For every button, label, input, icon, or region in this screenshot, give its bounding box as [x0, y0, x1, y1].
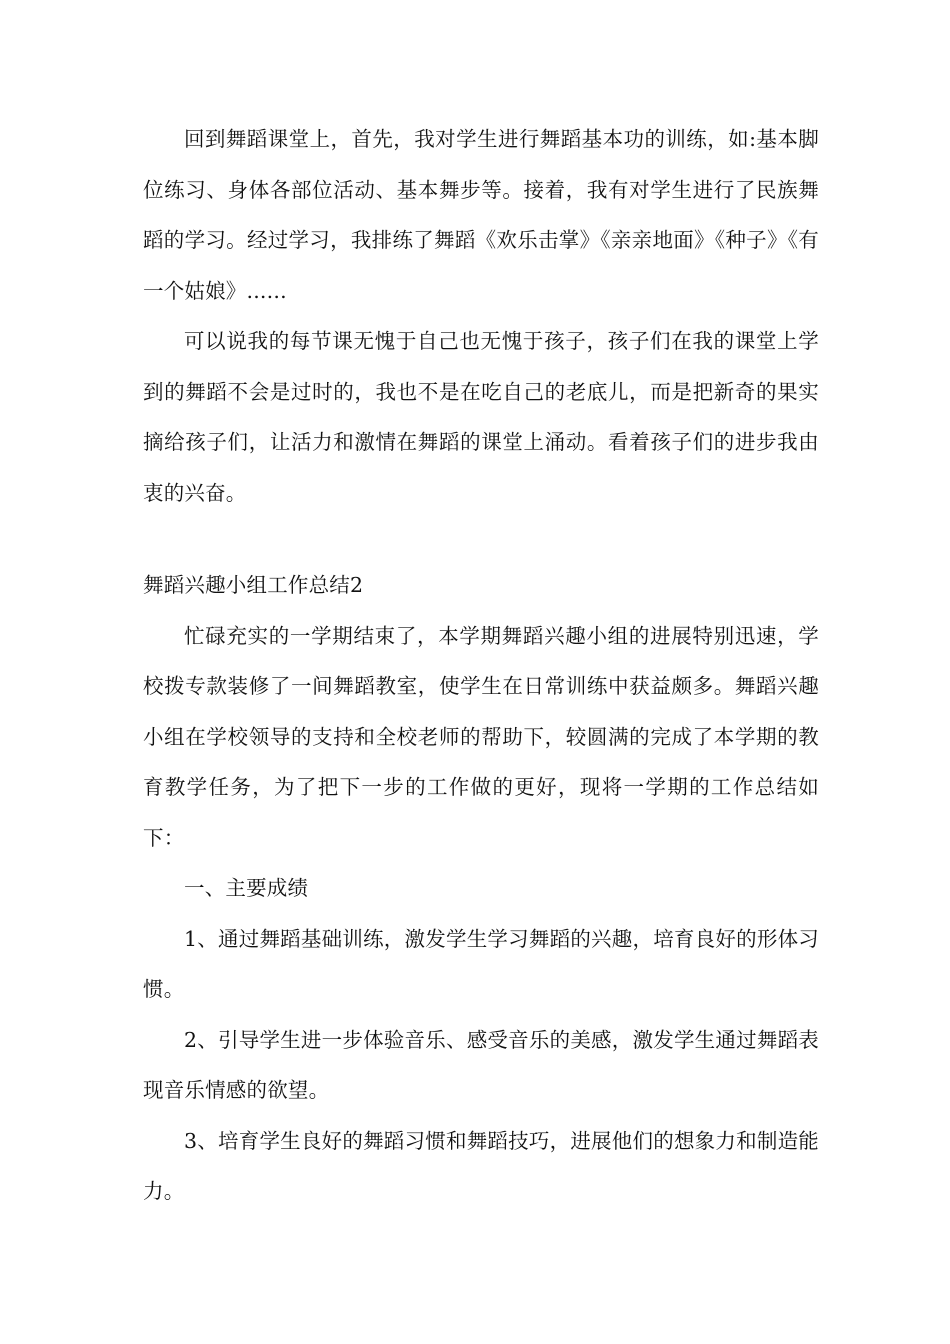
document-page [143, 114, 819, 1217]
section-title: 舞蹈兴趣小组工作总结2 [143, 573, 364, 597]
paragraph-reflection: 可以说我的每节课无愧于自己也无愧于孩子，孩子们在我的课堂上学到的舞蹈不会是过时的，我也不是在吃自己的老底儿，而是把新奇的果实摘给孩子们，让活力和激情在舞蹈的课堂上涌动。看着孩子们的进步我由衷的兴奋。 [143, 329, 819, 505]
list-item-1: 1、通过舞蹈基础训练，激发学生学习舞蹈的兴趣，培育良好的形体习惯。 [143, 926, 819, 1001]
paragraph-classroom-training: 回到舞蹈课堂上，首先，我对学生进行舞蹈基本功的训练，如:基本脚位练习、身体各部位活动、基本舞步等。接着，我有对学生进行了民族舞蹈的学习。经过学习，我排练了舞蹈《欢乐击掌》《亲亲地面》《种子》《有一个姑娘》...... [143, 127, 819, 303]
heading-main-achievements: 一、主要成绩 [184, 876, 309, 900]
list-item-3: 3、培育学生良好的舞蹈习惯和舞蹈技巧，进展他们的想象力和制造能力。 [143, 1128, 819, 1203]
paragraph-intro: 忙碌充实的一学期结束了，本学期舞蹈兴趣小组的进展特别迅速，学校拨专款装修了一间舞蹈教室，使学生在日常训练中获益颇多。舞蹈兴趣小组在学校领导的支持和全校老师的帮助下，较圆满的完成了本学期的教育教学任务，为了把下一步的工作做的更好，现将一学期的工作总结如下： [143, 623, 819, 850]
list-item-2: 2、引导学生进一步体验音乐、感受音乐的美感，激发学生通过舞蹈表现音乐情感的欲望。 [143, 1027, 819, 1102]
